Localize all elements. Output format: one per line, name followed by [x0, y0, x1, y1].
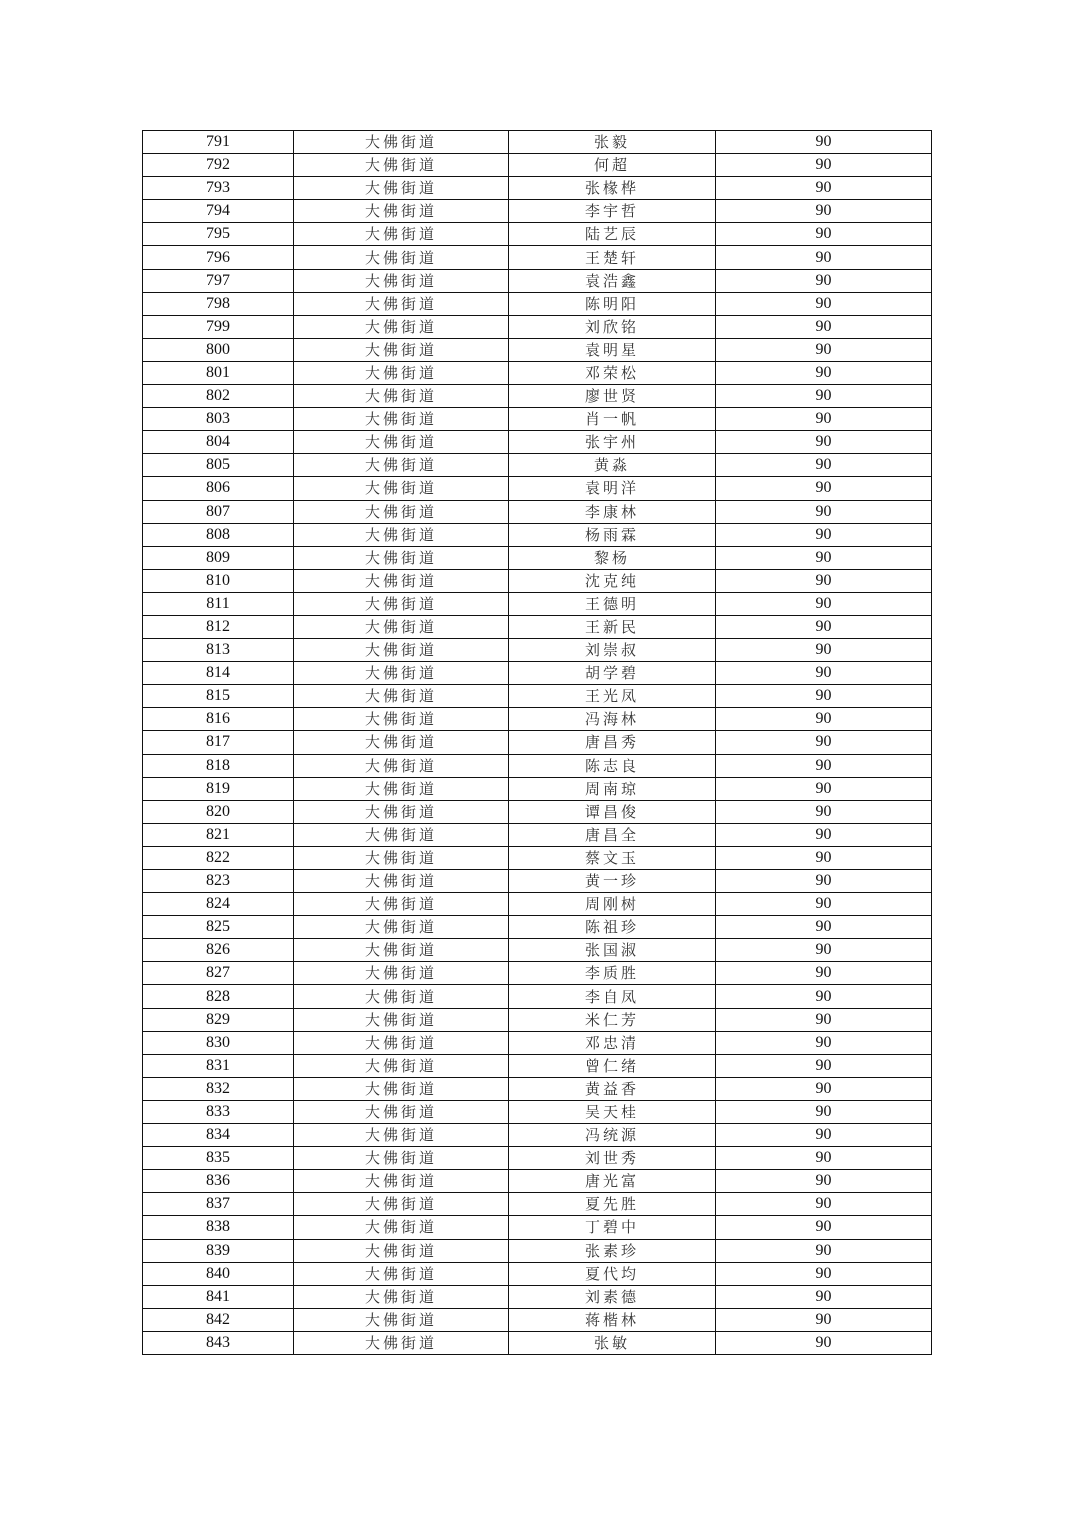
name-cell: 周南琼 — [509, 777, 716, 800]
score-cell: 90 — [716, 523, 932, 546]
score-cell: 90 — [716, 154, 932, 177]
serial-number-cell: 801 — [143, 361, 294, 384]
table-row — [143, 385, 932, 408]
name-cell: 李康林 — [509, 500, 716, 523]
serial-number-cell: 838 — [143, 1216, 294, 1239]
street-cell: 大佛街道 — [294, 1077, 509, 1100]
street-cell: 大佛街道 — [294, 361, 509, 384]
table-row — [143, 223, 932, 246]
table-row — [143, 454, 932, 477]
table-row — [143, 846, 932, 869]
name-cell: 刘崇叔 — [509, 639, 716, 662]
score-cell: 90 — [716, 408, 932, 431]
table-row — [143, 1308, 932, 1331]
street-cell: 大佛街道 — [294, 1054, 509, 1077]
table-row — [143, 685, 932, 708]
name-cell: 陈明阳 — [509, 292, 716, 315]
score-cell: 90 — [716, 1262, 932, 1285]
street-cell: 大佛街道 — [294, 592, 509, 615]
serial-number-cell: 818 — [143, 754, 294, 777]
street-cell: 大佛街道 — [294, 1008, 509, 1031]
name-cell: 张宇州 — [509, 431, 716, 454]
serial-number-cell: 831 — [143, 1054, 294, 1077]
name-cell: 冯海林 — [509, 708, 716, 731]
table-row — [143, 777, 932, 800]
serial-number-cell: 810 — [143, 569, 294, 592]
serial-number-cell: 805 — [143, 454, 294, 477]
serial-number-cell: 804 — [143, 431, 294, 454]
table-row — [143, 292, 932, 315]
street-cell: 大佛街道 — [294, 1331, 509, 1354]
score-cell: 90 — [716, 1100, 932, 1123]
table-row — [143, 177, 932, 200]
serial-number-cell: 826 — [143, 939, 294, 962]
street-cell: 大佛街道 — [294, 985, 509, 1008]
name-cell: 邓忠清 — [509, 1031, 716, 1054]
street-cell: 大佛街道 — [294, 546, 509, 569]
score-cell: 90 — [716, 893, 932, 916]
name-cell: 李宇哲 — [509, 200, 716, 223]
score-cell: 90 — [716, 1239, 932, 1262]
serial-number-cell: 820 — [143, 800, 294, 823]
name-cell: 王楚轩 — [509, 246, 716, 269]
street-cell: 大佛街道 — [294, 1216, 509, 1239]
table-row — [143, 1170, 932, 1193]
street-cell: 大佛街道 — [294, 477, 509, 500]
street-cell: 大佛街道 — [294, 823, 509, 846]
name-cell: 胡学碧 — [509, 662, 716, 685]
score-cell: 90 — [716, 500, 932, 523]
street-cell: 大佛街道 — [294, 523, 509, 546]
score-cell: 90 — [716, 939, 932, 962]
serial-number-cell: 802 — [143, 385, 294, 408]
street-cell: 大佛街道 — [294, 870, 509, 893]
table-row — [143, 1147, 932, 1170]
street-cell: 大佛街道 — [294, 1124, 509, 1147]
name-cell: 王新民 — [509, 615, 716, 638]
name-cell: 王德明 — [509, 592, 716, 615]
name-cell: 陈志良 — [509, 754, 716, 777]
score-cell: 90 — [716, 1124, 932, 1147]
table-row — [143, 893, 932, 916]
score-cell: 90 — [716, 1170, 932, 1193]
table-row — [143, 246, 932, 269]
table-row — [143, 1100, 932, 1123]
table-row — [143, 200, 932, 223]
street-cell: 大佛街道 — [294, 177, 509, 200]
serial-number-cell: 832 — [143, 1077, 294, 1100]
street-cell: 大佛街道 — [294, 1262, 509, 1285]
street-cell: 大佛街道 — [294, 315, 509, 338]
street-cell: 大佛街道 — [294, 893, 509, 916]
table-row — [143, 662, 932, 685]
score-cell: 90 — [716, 177, 932, 200]
street-cell: 大佛街道 — [294, 731, 509, 754]
table-row — [143, 1216, 932, 1239]
table-row — [143, 1239, 932, 1262]
score-cell: 90 — [716, 615, 932, 638]
street-cell: 大佛街道 — [294, 569, 509, 592]
name-cell: 唐光富 — [509, 1170, 716, 1193]
street-cell: 大佛街道 — [294, 454, 509, 477]
table-row — [143, 315, 932, 338]
serial-number-cell: 795 — [143, 223, 294, 246]
score-cell: 90 — [716, 315, 932, 338]
name-cell: 张国淑 — [509, 939, 716, 962]
serial-number-cell: 815 — [143, 685, 294, 708]
street-cell: 大佛街道 — [294, 754, 509, 777]
serial-number-cell: 803 — [143, 408, 294, 431]
street-cell: 大佛街道 — [294, 962, 509, 985]
table-row — [143, 1077, 932, 1100]
street-cell: 大佛街道 — [294, 846, 509, 869]
name-cell: 张毅 — [509, 131, 716, 154]
street-cell: 大佛街道 — [294, 615, 509, 638]
table-row — [143, 615, 932, 638]
score-cell: 90 — [716, 1008, 932, 1031]
table-row — [143, 1262, 932, 1285]
table-row — [143, 708, 932, 731]
street-cell: 大佛街道 — [294, 708, 509, 731]
serial-number-cell: 834 — [143, 1124, 294, 1147]
name-cell: 张椽桦 — [509, 177, 716, 200]
table-row — [143, 131, 932, 154]
table-row — [143, 154, 932, 177]
street-cell: 大佛街道 — [294, 246, 509, 269]
table-row — [143, 916, 932, 939]
serial-number-cell: 794 — [143, 200, 294, 223]
street-cell: 大佛街道 — [294, 662, 509, 685]
serial-number-cell: 829 — [143, 1008, 294, 1031]
table-row — [143, 731, 932, 754]
table-row — [143, 1331, 932, 1354]
serial-number-cell: 791 — [143, 131, 294, 154]
name-cell: 袁明洋 — [509, 477, 716, 500]
name-cell: 陈祖珍 — [509, 916, 716, 939]
score-cell: 90 — [716, 1077, 932, 1100]
score-cell: 90 — [716, 477, 932, 500]
table-row — [143, 477, 932, 500]
street-cell: 大佛街道 — [294, 385, 509, 408]
serial-number-cell: 837 — [143, 1193, 294, 1216]
street-cell: 大佛街道 — [294, 916, 509, 939]
serial-number-cell: 822 — [143, 846, 294, 869]
street-cell: 大佛街道 — [294, 777, 509, 800]
score-cell: 90 — [716, 639, 932, 662]
street-cell: 大佛街道 — [294, 431, 509, 454]
score-cell: 90 — [716, 1031, 932, 1054]
name-cell: 刘欣铭 — [509, 315, 716, 338]
name-cell: 廖世贤 — [509, 385, 716, 408]
street-cell: 大佛街道 — [294, 131, 509, 154]
score-cell: 90 — [716, 823, 932, 846]
table-row — [143, 431, 932, 454]
serial-number-cell: 830 — [143, 1031, 294, 1054]
score-cell: 90 — [716, 777, 932, 800]
table-row — [143, 408, 932, 431]
serial-number-cell: 835 — [143, 1147, 294, 1170]
table-row — [143, 523, 932, 546]
name-cell: 黄一珍 — [509, 870, 716, 893]
table-row — [143, 1193, 932, 1216]
serial-number-cell: 812 — [143, 615, 294, 638]
name-cell: 夏代均 — [509, 1262, 716, 1285]
score-cell: 90 — [716, 916, 932, 939]
name-cell: 李自凤 — [509, 985, 716, 1008]
score-cell: 90 — [716, 800, 932, 823]
table-row — [143, 338, 932, 361]
street-cell: 大佛街道 — [294, 1031, 509, 1054]
score-cell: 90 — [716, 1285, 932, 1308]
name-cell: 唐昌全 — [509, 823, 716, 846]
serial-number-cell: 839 — [143, 1239, 294, 1262]
score-cell: 90 — [716, 754, 932, 777]
serial-number-cell: 800 — [143, 338, 294, 361]
table-row — [143, 1054, 932, 1077]
serial-number-cell: 793 — [143, 177, 294, 200]
serial-number-cell: 807 — [143, 500, 294, 523]
street-cell: 大佛街道 — [294, 500, 509, 523]
street-cell: 大佛街道 — [294, 200, 509, 223]
name-cell: 黎杨 — [509, 546, 716, 569]
street-cell: 大佛街道 — [294, 1308, 509, 1331]
score-cell: 90 — [716, 338, 932, 361]
name-cell: 陆艺辰 — [509, 223, 716, 246]
serial-number-cell: 819 — [143, 777, 294, 800]
table-row — [143, 269, 932, 292]
serial-number-cell: 824 — [143, 893, 294, 916]
serial-number-cell: 814 — [143, 662, 294, 685]
score-cell: 90 — [716, 1147, 932, 1170]
serial-number-cell: 836 — [143, 1170, 294, 1193]
serial-number-cell: 842 — [143, 1308, 294, 1331]
roster-table-body — [143, 131, 932, 1355]
table-row — [143, 569, 932, 592]
table-row — [143, 1008, 932, 1031]
table-row — [143, 939, 932, 962]
street-cell: 大佛街道 — [294, 1100, 509, 1123]
name-cell: 沈克纯 — [509, 569, 716, 592]
score-cell: 90 — [716, 223, 932, 246]
table-row — [143, 500, 932, 523]
table-row — [143, 1124, 932, 1147]
serial-number-cell: 799 — [143, 315, 294, 338]
name-cell: 谭昌俊 — [509, 800, 716, 823]
score-cell: 90 — [716, 708, 932, 731]
name-cell: 杨雨霖 — [509, 523, 716, 546]
serial-number-cell: 797 — [143, 269, 294, 292]
serial-number-cell: 840 — [143, 1262, 294, 1285]
street-cell: 大佛街道 — [294, 939, 509, 962]
street-cell: 大佛街道 — [294, 1285, 509, 1308]
score-cell: 90 — [716, 569, 932, 592]
score-cell: 90 — [716, 246, 932, 269]
name-cell: 唐昌秀 — [509, 731, 716, 754]
serial-number-cell: 798 — [143, 292, 294, 315]
name-cell: 夏先胜 — [509, 1193, 716, 1216]
score-cell: 90 — [716, 685, 932, 708]
name-cell: 蔡文玉 — [509, 846, 716, 869]
serial-number-cell: 806 — [143, 477, 294, 500]
score-cell: 90 — [716, 454, 932, 477]
score-cell: 90 — [716, 131, 932, 154]
serial-number-cell: 827 — [143, 962, 294, 985]
street-cell: 大佛街道 — [294, 800, 509, 823]
score-cell: 90 — [716, 662, 932, 685]
serial-number-cell: 821 — [143, 823, 294, 846]
name-cell: 蒋楷林 — [509, 1308, 716, 1331]
score-cell: 90 — [716, 292, 932, 315]
score-cell: 90 — [716, 1331, 932, 1354]
serial-number-cell: 825 — [143, 916, 294, 939]
score-cell: 90 — [716, 431, 932, 454]
street-cell: 大佛街道 — [294, 1170, 509, 1193]
score-cell: 90 — [716, 1193, 932, 1216]
street-cell: 大佛街道 — [294, 1193, 509, 1216]
table-row — [143, 1285, 932, 1308]
street-cell: 大佛街道 — [294, 269, 509, 292]
table-row — [143, 592, 932, 615]
table-row — [143, 754, 932, 777]
score-cell: 90 — [716, 731, 932, 754]
table-row — [143, 962, 932, 985]
name-cell: 吴天桂 — [509, 1100, 716, 1123]
name-cell: 袁明星 — [509, 338, 716, 361]
street-cell: 大佛街道 — [294, 223, 509, 246]
name-cell: 刘世秀 — [509, 1147, 716, 1170]
score-cell: 90 — [716, 1308, 932, 1331]
street-cell: 大佛街道 — [294, 1239, 509, 1262]
score-cell: 90 — [716, 200, 932, 223]
score-cell: 90 — [716, 1054, 932, 1077]
score-cell: 90 — [716, 870, 932, 893]
score-cell: 90 — [716, 269, 932, 292]
name-cell: 李质胜 — [509, 962, 716, 985]
serial-number-cell: 817 — [143, 731, 294, 754]
name-cell: 刘素德 — [509, 1285, 716, 1308]
street-cell: 大佛街道 — [294, 639, 509, 662]
street-cell: 大佛街道 — [294, 408, 509, 431]
score-cell: 90 — [716, 985, 932, 1008]
name-cell: 袁浩鑫 — [509, 269, 716, 292]
name-cell: 黄益香 — [509, 1077, 716, 1100]
serial-number-cell: 833 — [143, 1100, 294, 1123]
table-row — [143, 800, 932, 823]
name-cell: 丁碧中 — [509, 1216, 716, 1239]
serial-number-cell: 816 — [143, 708, 294, 731]
street-cell: 大佛街道 — [294, 338, 509, 361]
score-cell: 90 — [716, 1216, 932, 1239]
serial-number-cell: 823 — [143, 870, 294, 893]
street-cell: 大佛街道 — [294, 292, 509, 315]
score-cell: 90 — [716, 962, 932, 985]
score-cell: 90 — [716, 361, 932, 384]
serial-number-cell: 811 — [143, 592, 294, 615]
serial-number-cell: 813 — [143, 639, 294, 662]
street-cell: 大佛街道 — [294, 685, 509, 708]
name-cell: 张敏 — [509, 1331, 716, 1354]
name-cell: 曾仁绪 — [509, 1054, 716, 1077]
serial-number-cell: 796 — [143, 246, 294, 269]
name-cell: 周刚树 — [509, 893, 716, 916]
table-row — [143, 870, 932, 893]
table-row — [143, 823, 932, 846]
serial-number-cell: 843 — [143, 1331, 294, 1354]
name-cell: 米仁芳 — [509, 1008, 716, 1031]
name-cell: 王光凤 — [509, 685, 716, 708]
name-cell: 邓荣松 — [509, 361, 716, 384]
name-cell: 张素珍 — [509, 1239, 716, 1262]
serial-number-cell: 792 — [143, 154, 294, 177]
score-cell: 90 — [716, 385, 932, 408]
name-cell: 何超 — [509, 154, 716, 177]
table-row — [143, 639, 932, 662]
roster-table — [142, 130, 932, 1355]
name-cell: 肖一帆 — [509, 408, 716, 431]
name-cell: 冯统源 — [509, 1124, 716, 1147]
serial-number-cell: 809 — [143, 546, 294, 569]
table-row — [143, 546, 932, 569]
score-cell: 90 — [716, 592, 932, 615]
score-cell: 90 — [716, 846, 932, 869]
serial-number-cell: 841 — [143, 1285, 294, 1308]
serial-number-cell: 828 — [143, 985, 294, 1008]
serial-number-cell: 808 — [143, 523, 294, 546]
street-cell: 大佛街道 — [294, 154, 509, 177]
score-cell: 90 — [716, 546, 932, 569]
table-row — [143, 361, 932, 384]
street-cell: 大佛街道 — [294, 1147, 509, 1170]
table-row — [143, 1031, 932, 1054]
name-cell: 黄淼 — [509, 454, 716, 477]
table-row — [143, 985, 932, 1008]
